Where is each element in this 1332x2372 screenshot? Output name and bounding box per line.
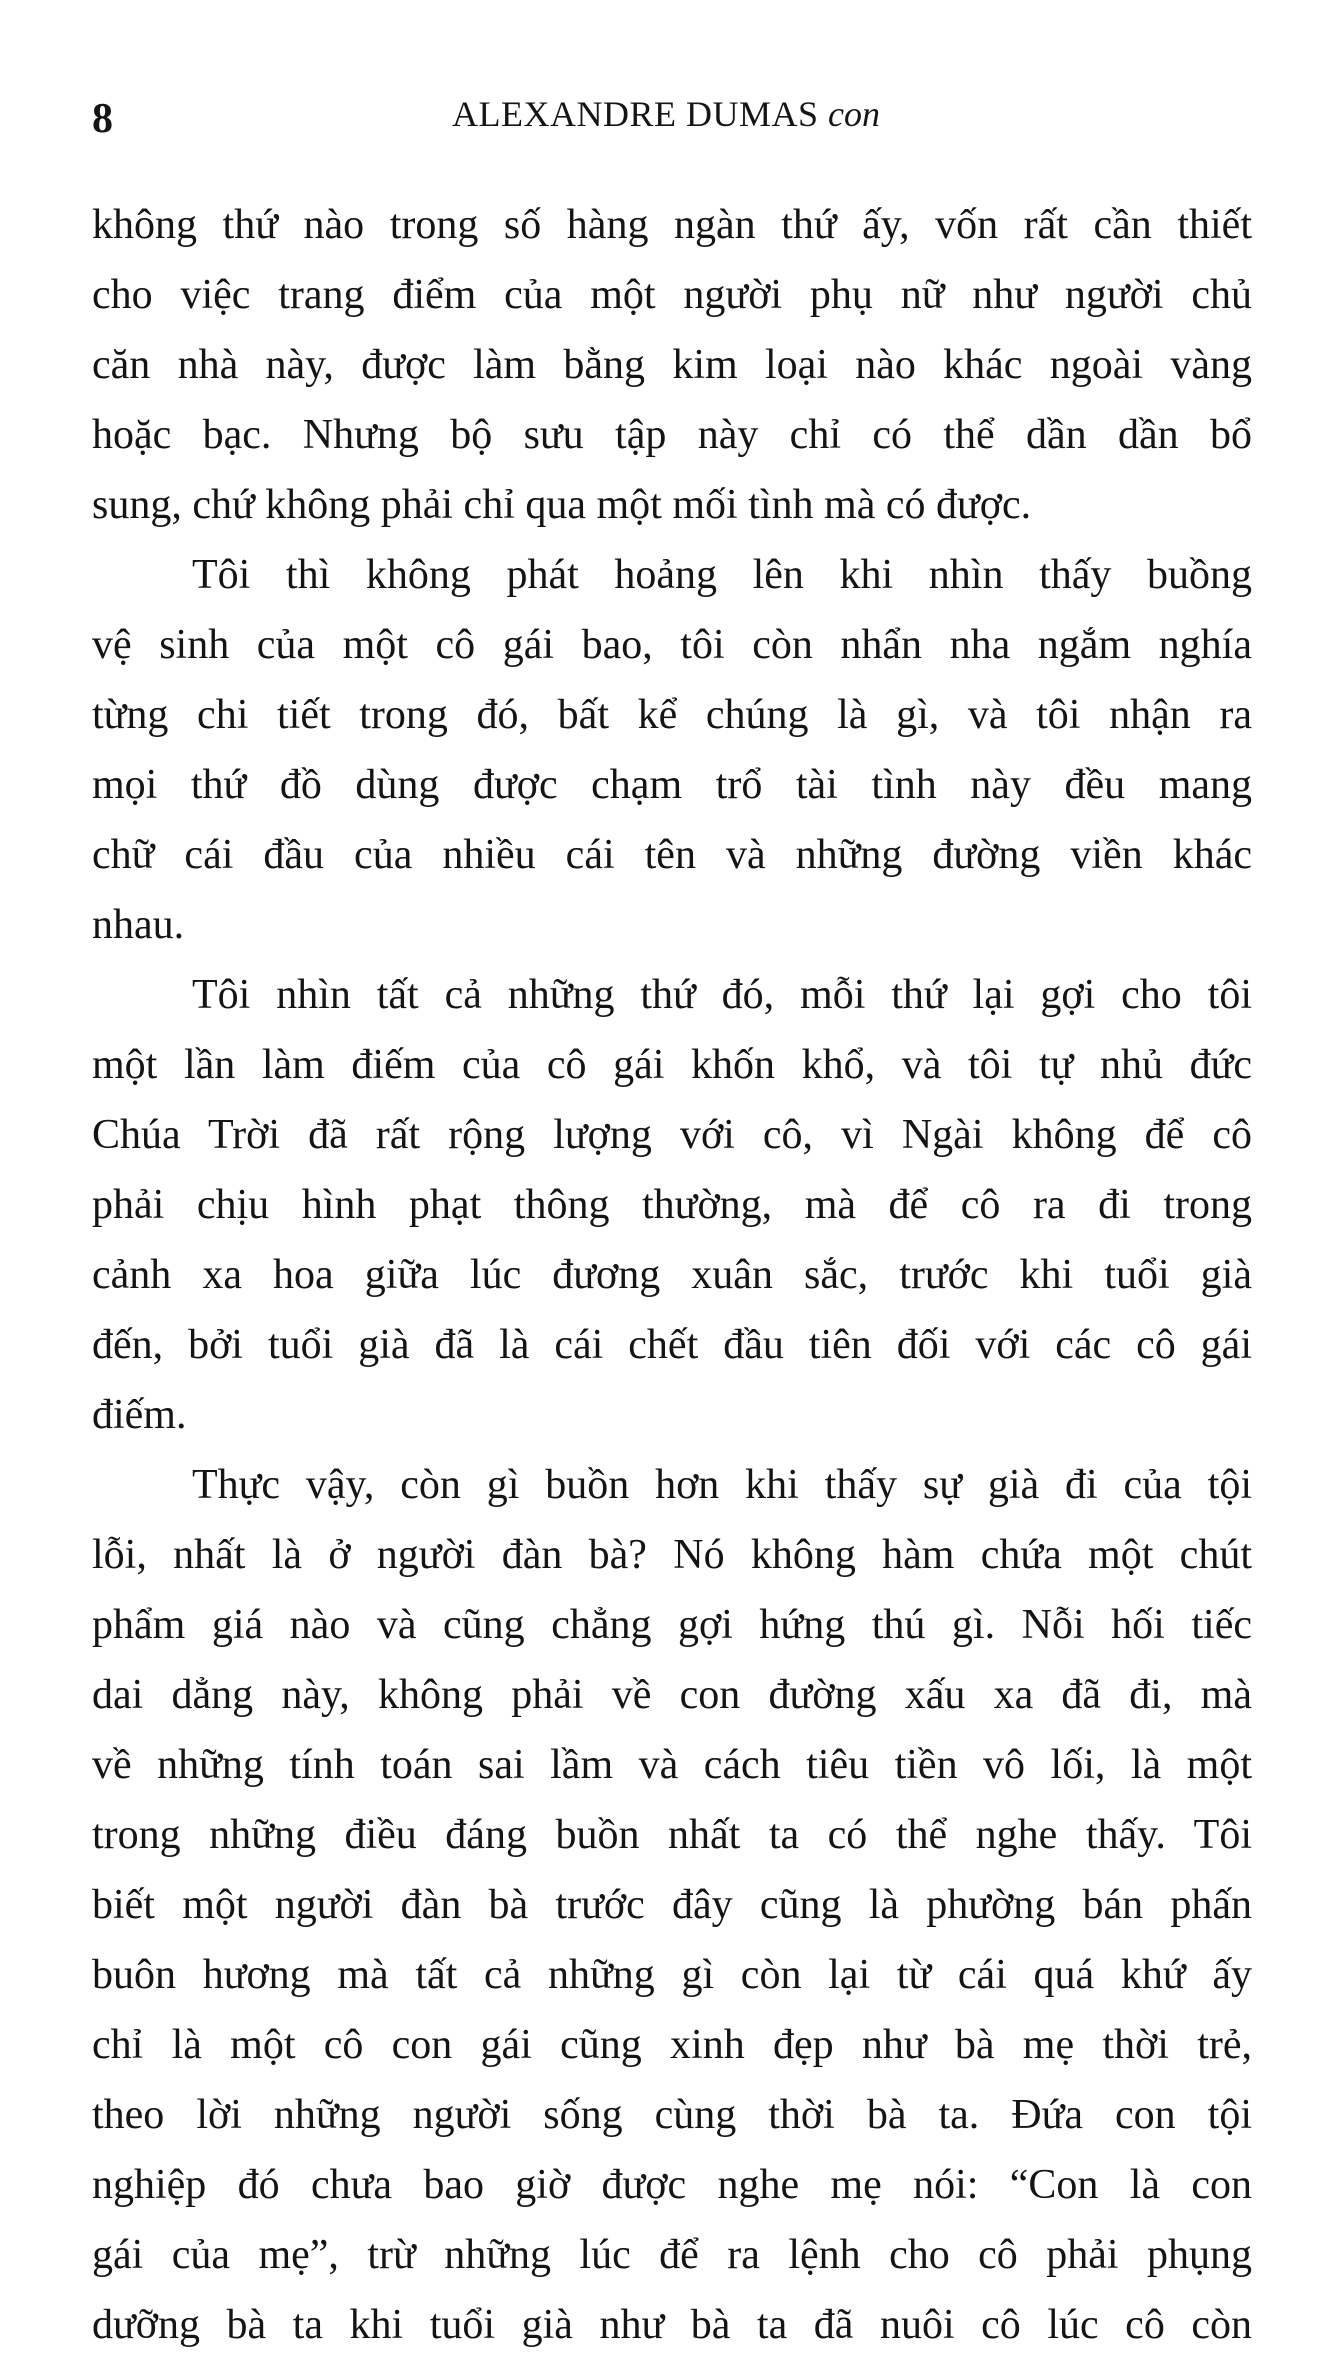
text-line: gái của mẹ”, trừ những lúc để ra lệnh cho cô phải phụng	[92, 2232, 1252, 2278]
running-head	[452, 96, 880, 132]
text-line: sung, chứ không phải chỉ qua một mối tình mà có được.	[92, 482, 1032, 528]
text-line: từng chi tiết trong đó, bất kể chúng là gì, và tôi nhận ra	[92, 692, 1252, 738]
text-line: trong những điều đáng buồn nhất ta có thể nghe thấy. Tôi	[92, 1812, 1252, 1858]
text-line: lỗi, nhất là ở người đàn bà? Nó không hàm chứa một chút	[92, 1532, 1252, 1578]
running-head-suffix: con	[828, 94, 880, 134]
text-line: đến, bởi tuổi già đã là cái chết đầu tiên đối với các cô gái	[92, 1322, 1252, 1368]
text-line: dưỡng bà ta khi tuổi già như bà ta đã nuôi cô lúc cô còn	[92, 2302, 1252, 2348]
text-line: cảnh xa hoa giữa lúc đương xuân sắc, trước khi tuổi già	[92, 1252, 1252, 1298]
text-line: mọi thứ đồ dùng được chạm trổ tài tình này đều mang	[92, 762, 1252, 808]
text-line: cho việc trang điểm của một người phụ nữ như người chủ	[92, 272, 1252, 318]
paragraph	[92, 540, 1252, 960]
text-line: vệ sinh của một cô gái bao, tôi còn nhẩn nha ngắm nghía	[92, 622, 1252, 668]
text-line: phải chịu hình phạt thông thường, mà để cô ra đi trong	[92, 1182, 1252, 1228]
text-line: một lần làm điếm của cô gái khốn khổ, và tôi tự nhủ đức	[92, 1042, 1252, 1088]
text-line: theo lời những người sống cùng thời bà ta. Đứa con tội	[92, 2092, 1252, 2138]
text-line: phẩm giá nào và cũng chẳng gợi hứng thú gì. Nỗi hối tiếc	[92, 1602, 1252, 1648]
text-line: dai dẳng này, không phải về con đường xấu xa đã đi, mà	[92, 1672, 1252, 1718]
body-text	[92, 190, 1252, 2360]
text-line: biết một người đàn bà trước đây cũng là phường bán phấn	[92, 1882, 1252, 1928]
text-line: buôn hương mà tất cả những gì còn lại từ cái quá khứ ấy	[92, 1952, 1252, 1998]
paragraph	[92, 1450, 1252, 2360]
text-line: chữ cái đầu của nhiều cái tên và những đường viền khác	[92, 832, 1252, 878]
text-line: Chúa Trời đã rất rộng lượng với cô, vì Ngài không để cô	[92, 1112, 1252, 1158]
text-line: Thực vậy, còn gì buồn hơn khi thấy sự già đi của tội	[192, 1462, 1252, 1508]
running-head-author: ALEXANDRE DUMAS	[452, 94, 819, 134]
text-line: về những tính toán sai lầm và cách tiêu tiền vô lối, là một	[92, 1742, 1252, 1788]
paragraph	[92, 190, 1252, 540]
page-number: 8	[92, 96, 113, 142]
text-line: nghiệp đó chưa bao giờ được nghe mẹ nói: “Con là con	[92, 2162, 1252, 2208]
text-line: hoặc bạc. Nhưng bộ sưu tập này chỉ có thể dần dần bổ	[92, 412, 1252, 458]
text-line: căn nhà này, được làm bằng kim loại nào khác ngoài vàng	[92, 342, 1252, 388]
text-line: điếm.	[92, 1392, 187, 1438]
text-line: không thứ nào trong số hàng ngàn thứ ấy, vốn rất cần thiết	[92, 202, 1252, 248]
text-line: Tôi nhìn tất cả những thứ đó, mỗi thứ lại gợi cho tôi	[192, 972, 1252, 1018]
paragraph	[92, 960, 1252, 1450]
text-line: chỉ là một cô con gái cũng xinh đẹp như bà mẹ thời trẻ,	[92, 2022, 1252, 2068]
text-line: Tôi thì không phát hoảng lên khi nhìn thấy buồng	[192, 552, 1252, 598]
text-line: nhau.	[92, 902, 185, 948]
